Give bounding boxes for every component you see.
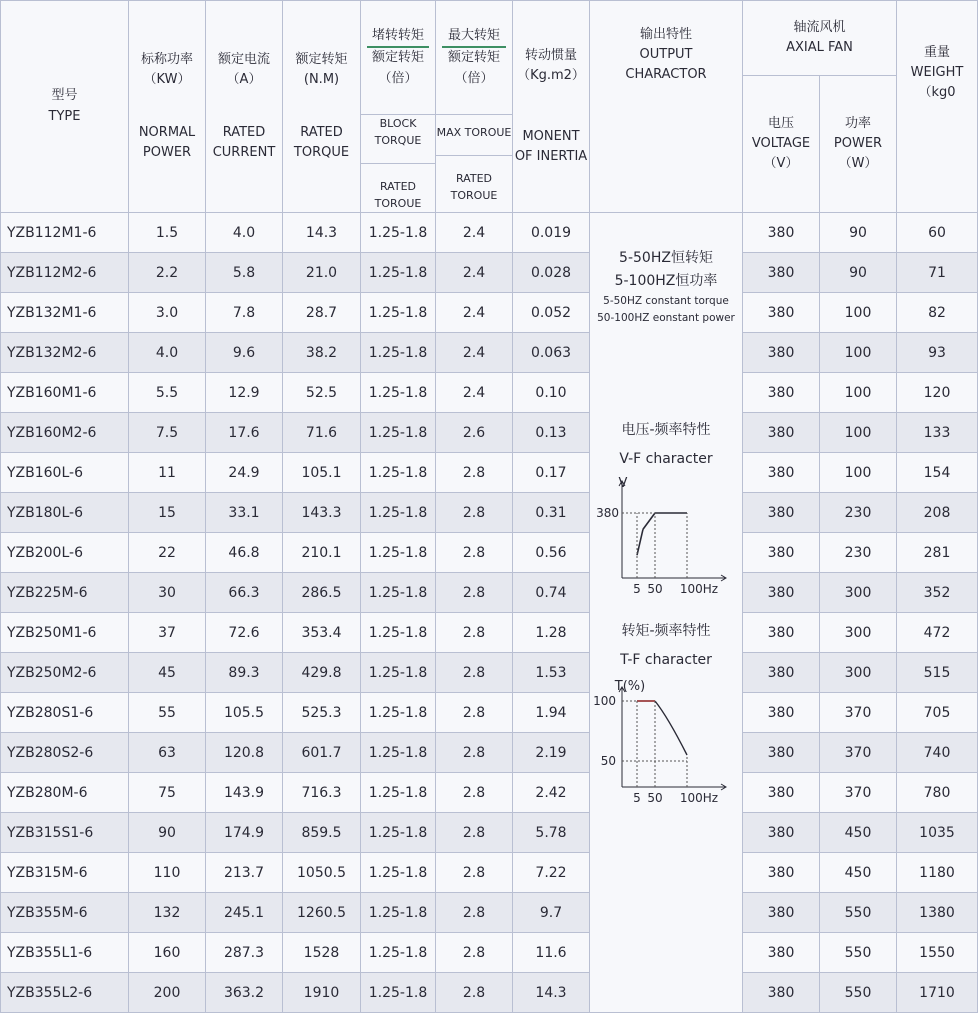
cell-model: YZB132M2-6 — [1, 333, 129, 373]
cell-inertia: 0.028 — [513, 253, 590, 293]
table-row — [1, 253, 978, 293]
cell-inertia: 2.42 — [513, 773, 590, 813]
cell-normal-power: 30 — [129, 573, 206, 613]
cell-normal-power: 2.2 — [129, 253, 206, 293]
cell-inertia: 0.56 — [513, 533, 590, 573]
cell-rated-torque: 525.3 — [283, 693, 361, 733]
header-output: 输出特性 OUTPUT CHARACTOR — [590, 1, 743, 213]
tf-x-tick: 5 — [633, 791, 641, 806]
cell-model: YZB160L-6 — [1, 453, 129, 493]
cell-model: YZB112M1-6 — [1, 213, 129, 253]
cell-max-torque-ratio: 2.8 — [436, 933, 513, 973]
cell-fan-voltage: 380 — [743, 493, 820, 533]
output-line-2: 5-100HZ恒功率 — [614, 273, 718, 290]
cell-rated-torque: 28.7 — [283, 293, 361, 333]
cell-fan-voltage: 380 — [743, 653, 820, 693]
vf-title-en: V-F character — [619, 451, 713, 468]
header-torque: 额定转矩 (N.M) RATED TORQUE — [283, 1, 361, 213]
cell-normal-power: 55 — [129, 693, 206, 733]
tf-x-tick: 50 — [647, 791, 663, 806]
cell-weight: 93 — [897, 333, 978, 373]
cell-model: YZB280S1-6 — [1, 693, 129, 733]
cell-normal-power: 200 — [129, 973, 206, 1013]
cell-block-torque-ratio: 1.25-1.8 — [361, 813, 436, 853]
tf-chart — [593, 672, 736, 812]
cell-weight: 1550 — [897, 933, 978, 973]
cell-max-torque-ratio: 2.6 — [436, 413, 513, 453]
cell-weight: 780 — [897, 773, 978, 813]
cell-inertia: 2.19 — [513, 733, 590, 773]
cell-inertia: 7.22 — [513, 853, 590, 893]
cell-model: YZB225M-6 — [1, 573, 129, 613]
tf-title-en: T-F character — [620, 652, 712, 669]
cell-fan-power: 230 — [820, 493, 897, 533]
tf-x-tick: 100Hz — [679, 791, 719, 806]
cell-rated-current: 363.2 — [206, 973, 283, 1013]
header-block-torque: 堵转转矩 额定转矩 （倍） — [361, 1, 436, 115]
cell-normal-power: 3.0 — [129, 293, 206, 333]
cell-normal-power: 63 — [129, 733, 206, 773]
vf-x-tick: 50 — [647, 582, 663, 597]
cell-model: YZB180L-6 — [1, 493, 129, 533]
spec-table-body — [1, 213, 978, 1013]
tf-title-cn: 转矩-频率特性 — [621, 623, 711, 640]
cell-rated-torque: 1910 — [283, 973, 361, 1013]
cell-fan-voltage: 380 — [743, 573, 820, 613]
tf-y-label: T(%) — [614, 679, 646, 695]
cell-normal-power: 90 — [129, 813, 206, 853]
cell-fan-voltage: 380 — [743, 413, 820, 453]
cell-max-torque-ratio: 2.8 — [436, 693, 513, 733]
table-row — [1, 333, 978, 373]
cell-inertia: 0.13 — [513, 413, 590, 453]
cell-fan-power: 100 — [820, 453, 897, 493]
cell-weight: 281 — [897, 533, 978, 573]
cell-fan-power: 300 — [820, 613, 897, 653]
cell-block-torque-ratio: 1.25-1.8 — [361, 853, 436, 893]
cell-block-torque-ratio: 1.25-1.8 — [361, 933, 436, 973]
cell-model: YZB355L1-6 — [1, 933, 129, 973]
table-row — [1, 293, 978, 333]
cell-weight: 1380 — [897, 893, 978, 933]
cell-fan-power: 100 — [820, 413, 897, 453]
cell-model: YZB250M1-6 — [1, 613, 129, 653]
cell-inertia: 0.10 — [513, 373, 590, 413]
cell-inertia: 11.6 — [513, 933, 590, 973]
vf-curve-segment — [643, 513, 655, 529]
cell-block-torque-ratio: 1.25-1.8 — [361, 533, 436, 573]
cell-model: YZB355M-6 — [1, 893, 129, 933]
cell-fan-voltage: 380 — [743, 773, 820, 813]
cell-weight: 705 — [897, 693, 978, 733]
cell-rated-current: 105.5 — [206, 693, 283, 733]
cell-normal-power: 1.5 — [129, 213, 206, 253]
cell-rated-current: 213.7 — [206, 853, 283, 893]
vf-y-tick: 380 — [596, 506, 619, 521]
cell-fan-voltage: 380 — [743, 533, 820, 573]
cell-fan-power: 300 — [820, 653, 897, 693]
cell-rated-current: 4.0 — [206, 213, 283, 253]
cell-rated-torque: 429.8 — [283, 653, 361, 693]
cell-inertia: 0.019 — [513, 213, 590, 253]
header-weight: 重量 WEIGHT （kg0 — [897, 1, 978, 213]
cell-rated-torque: 38.2 — [283, 333, 361, 373]
table-row — [1, 373, 978, 413]
cell-model: YZB315M-6 — [1, 853, 129, 893]
cell-normal-power: 37 — [129, 613, 206, 653]
cell-rated-torque: 286.5 — [283, 573, 361, 613]
header-type: 型号 TYPE — [1, 1, 129, 213]
table-row — [1, 733, 978, 773]
cell-rated-torque: 14.3 — [283, 213, 361, 253]
cell-rated-current: 245.1 — [206, 893, 283, 933]
cell-normal-power: 22 — [129, 533, 206, 573]
cell-block-torque-ratio: 1.25-1.8 — [361, 413, 436, 453]
cell-rated-torque: 71.6 — [283, 413, 361, 453]
table-row — [1, 893, 978, 933]
table-row — [1, 813, 978, 853]
cell-model: YZB160M1-6 — [1, 373, 129, 413]
cell-max-torque-ratio: 2.8 — [436, 733, 513, 773]
cell-block-torque-ratio: 1.25-1.8 — [361, 293, 436, 333]
cell-rated-torque: 716.3 — [283, 773, 361, 813]
cell-fan-voltage: 380 — [743, 813, 820, 853]
header-inertia: 转动惯量 （Kg.m2） MONENT OF INERTIA — [513, 1, 590, 213]
vf-x-tick: 5 — [633, 582, 641, 597]
cell-inertia: 0.17 — [513, 453, 590, 493]
vf-chart — [596, 471, 736, 606]
cell-weight: 352 — [897, 573, 978, 613]
cell-inertia: 0.063 — [513, 333, 590, 373]
cell-rated-torque: 52.5 — [283, 373, 361, 413]
cell-max-torque-ratio: 2.4 — [436, 333, 513, 373]
cell-block-torque-ratio: 1.25-1.8 — [361, 453, 436, 493]
cell-rated-current: 46.8 — [206, 533, 283, 573]
cell-rated-torque: 143.3 — [283, 493, 361, 533]
cell-weight: 1180 — [897, 853, 978, 893]
cell-rated-current: 33.1 — [206, 493, 283, 533]
cell-weight: 82 — [897, 293, 978, 333]
table-row — [1, 493, 978, 533]
cell-max-torque-ratio: 2.4 — [436, 373, 513, 413]
cell-rated-current: 5.8 — [206, 253, 283, 293]
cell-model: YZB250M2-6 — [1, 653, 129, 693]
cell-model: YZB160M2-6 — [1, 413, 129, 453]
cell-fan-power: 90 — [820, 253, 897, 293]
cell-fan-power: 230 — [820, 533, 897, 573]
cell-normal-power: 4.0 — [129, 333, 206, 373]
cell-rated-current: 9.6 — [206, 333, 283, 373]
cell-fan-voltage: 380 — [743, 453, 820, 493]
cell-weight: 60 — [897, 213, 978, 253]
table-row — [1, 853, 978, 893]
cell-weight: 1035 — [897, 813, 978, 853]
output-line-3: 5-50HZ constant torque — [603, 295, 729, 308]
table-row — [1, 773, 978, 813]
cell-fan-voltage: 380 — [743, 373, 820, 413]
cell-model: YZB200L-6 — [1, 533, 129, 573]
cell-normal-power: 160 — [129, 933, 206, 973]
cell-model: YZB112M2-6 — [1, 253, 129, 293]
cell-max-torque-ratio: 2.8 — [436, 453, 513, 493]
table-row — [1, 693, 978, 733]
cell-rated-current: 287.3 — [206, 933, 283, 973]
cell-inertia: 0.052 — [513, 293, 590, 333]
cell-fan-voltage: 380 — [743, 333, 820, 373]
tf-y-tick: 100 — [593, 694, 616, 709]
cell-inertia: 1.28 — [513, 613, 590, 653]
cell-model: YZB355L2-6 — [1, 973, 129, 1013]
header-voltage: 电压 VOLTAGE （V） — [743, 76, 820, 213]
cell-rated-torque: 210.1 — [283, 533, 361, 573]
output-characteristics — [590, 213, 742, 812]
cell-weight: 154 — [897, 453, 978, 493]
cell-fan-voltage: 380 — [743, 213, 820, 253]
vf-curve-segment — [637, 529, 643, 555]
cell-inertia: 0.74 — [513, 573, 590, 613]
header-fan-power: 功率 POWER （W） — [820, 76, 897, 213]
vf-y-label: V — [618, 476, 628, 492]
table-row — [1, 933, 978, 973]
cell-fan-power: 90 — [820, 213, 897, 253]
cell-rated-current: 120.8 — [206, 733, 283, 773]
cell-fan-power: 550 — [820, 933, 897, 973]
cell-rated-current: 89.3 — [206, 653, 283, 693]
header-max-torque-en: MAX TOROUE RATED TOROUE — [436, 115, 513, 213]
cell-weight: 133 — [897, 413, 978, 453]
cell-rated-torque: 601.7 — [283, 733, 361, 773]
cell-block-torque-ratio: 1.25-1.8 — [361, 733, 436, 773]
cell-normal-power: 110 — [129, 853, 206, 893]
header-axial-fan: 轴流风机 AXIAL FAN — [743, 1, 897, 76]
cell-max-torque-ratio: 2.8 — [436, 493, 513, 533]
cell-max-torque-ratio: 2.8 — [436, 893, 513, 933]
cell-fan-power: 100 — [820, 333, 897, 373]
vf-title-cn: 电压-频率特性 — [621, 422, 711, 439]
cell-inertia: 9.7 — [513, 893, 590, 933]
header-block-torque-en: BLOCK TORQUE RATED TOROUE — [361, 115, 436, 213]
cell-normal-power: 15 — [129, 493, 206, 533]
cell-fan-power: 100 — [820, 293, 897, 333]
cell-max-torque-ratio: 2.8 — [436, 813, 513, 853]
cell-rated-current: 17.6 — [206, 413, 283, 453]
cell-normal-power: 132 — [129, 893, 206, 933]
cell-fan-power: 550 — [820, 893, 897, 933]
cell-fan-power: 550 — [820, 973, 897, 1013]
cell-rated-torque: 859.5 — [283, 813, 361, 853]
table-row — [1, 973, 978, 1013]
header-current: 额定电流 （A） RATED CURRENT — [206, 1, 283, 213]
cell-inertia: 1.53 — [513, 653, 590, 693]
cell-block-torque-ratio: 1.25-1.8 — [361, 213, 436, 253]
cell-rated-current: 72.6 — [206, 613, 283, 653]
cell-fan-voltage: 380 — [743, 253, 820, 293]
cell-fan-power: 370 — [820, 773, 897, 813]
cell-rated-torque: 1050.5 — [283, 853, 361, 893]
cell-max-torque-ratio: 2.8 — [436, 773, 513, 813]
cell-max-torque-ratio: 2.8 — [436, 533, 513, 573]
cell-weight: 740 — [897, 733, 978, 773]
cell-block-torque-ratio: 1.25-1.8 — [361, 493, 436, 533]
cell-rated-torque: 21.0 — [283, 253, 361, 293]
cell-block-torque-ratio: 1.25-1.8 — [361, 333, 436, 373]
cell-fan-voltage: 380 — [743, 933, 820, 973]
cell-max-torque-ratio: 2.4 — [436, 213, 513, 253]
cell-rated-torque: 1260.5 — [283, 893, 361, 933]
table-row — [1, 413, 978, 453]
cell-block-torque-ratio: 1.25-1.8 — [361, 653, 436, 693]
cell-max-torque-ratio: 2.8 — [436, 573, 513, 613]
output-line-4: 50-100HZ eonstant power — [597, 312, 735, 325]
header-power: 标称功率 （KW） NORMAL POWER — [129, 1, 206, 213]
cell-weight: 208 — [897, 493, 978, 533]
cell-weight: 515 — [897, 653, 978, 693]
cell-model: YZB280M-6 — [1, 773, 129, 813]
cell-max-torque-ratio: 2.8 — [436, 653, 513, 693]
cell-rated-current: 174.9 — [206, 813, 283, 853]
cell-weight: 120 — [897, 373, 978, 413]
cell-fan-power: 100 — [820, 373, 897, 413]
cell-normal-power: 45 — [129, 653, 206, 693]
cell-model: YZB315S1-6 — [1, 813, 129, 853]
cell-fan-power: 450 — [820, 813, 897, 853]
output-line-1: 5-50HZ恒转矩 — [619, 250, 713, 267]
cell-model: YZB132M1-6 — [1, 293, 129, 333]
output-cell — [590, 213, 743, 1013]
cell-block-torque-ratio: 1.25-1.8 — [361, 893, 436, 933]
vf-x-tick: 100Hz — [679, 582, 719, 597]
cell-fan-voltage: 380 — [743, 973, 820, 1013]
cell-block-torque-ratio: 1.25-1.8 — [361, 253, 436, 293]
table-row — [1, 573, 978, 613]
cell-block-torque-ratio: 1.25-1.8 — [361, 613, 436, 653]
tf-y-tick: 50 — [600, 754, 616, 769]
cell-fan-power: 300 — [820, 573, 897, 613]
table-row — [1, 653, 978, 693]
cell-fan-voltage: 380 — [743, 853, 820, 893]
cell-weight: 1710 — [897, 973, 978, 1013]
cell-max-torque-ratio: 2.8 — [436, 613, 513, 653]
cell-block-torque-ratio: 1.25-1.8 — [361, 693, 436, 733]
table-row — [1, 453, 978, 493]
cell-fan-voltage: 380 — [743, 693, 820, 733]
cell-rated-current: 12.9 — [206, 373, 283, 413]
cell-rated-current: 24.9 — [206, 453, 283, 493]
cell-block-torque-ratio: 1.25-1.8 — [361, 973, 436, 1013]
cell-max-torque-ratio: 2.8 — [436, 973, 513, 1013]
cell-block-torque-ratio: 1.25-1.8 — [361, 573, 436, 613]
cell-block-torque-ratio: 1.25-1.8 — [361, 773, 436, 813]
cell-weight: 472 — [897, 613, 978, 653]
cell-fan-power: 370 — [820, 733, 897, 773]
cell-rated-torque: 353.4 — [283, 613, 361, 653]
cell-inertia: 0.31 — [513, 493, 590, 533]
cell-fan-voltage: 380 — [743, 733, 820, 773]
cell-inertia: 1.94 — [513, 693, 590, 733]
table-row — [1, 213, 978, 253]
cell-rated-current: 143.9 — [206, 773, 283, 813]
cell-model: YZB280S2-6 — [1, 733, 129, 773]
cell-max-torque-ratio: 2.4 — [436, 293, 513, 333]
cell-inertia: 14.3 — [513, 973, 590, 1013]
header-max-torque: 最大转矩 额定转矩 （倍） — [436, 1, 513, 115]
cell-max-torque-ratio: 2.4 — [436, 253, 513, 293]
cell-fan-power: 450 — [820, 853, 897, 893]
cell-rated-current: 7.8 — [206, 293, 283, 333]
cell-rated-torque: 105.1 — [283, 453, 361, 493]
cell-fan-power: 370 — [820, 693, 897, 733]
table-row — [1, 613, 978, 653]
table-row — [1, 533, 978, 573]
cell-fan-voltage: 380 — [743, 293, 820, 333]
cell-normal-power: 7.5 — [129, 413, 206, 453]
cell-rated-torque: 1528 — [283, 933, 361, 973]
cell-inertia: 5.78 — [513, 813, 590, 853]
cell-normal-power: 5.5 — [129, 373, 206, 413]
cell-block-torque-ratio: 1.25-1.8 — [361, 373, 436, 413]
cell-fan-voltage: 380 — [743, 613, 820, 653]
cell-max-torque-ratio: 2.8 — [436, 853, 513, 893]
cell-rated-current: 66.3 — [206, 573, 283, 613]
cell-normal-power: 11 — [129, 453, 206, 493]
tf-curve-decay — [655, 701, 687, 755]
cell-normal-power: 75 — [129, 773, 206, 813]
cell-weight: 71 — [897, 253, 978, 293]
cell-fan-voltage: 380 — [743, 893, 820, 933]
